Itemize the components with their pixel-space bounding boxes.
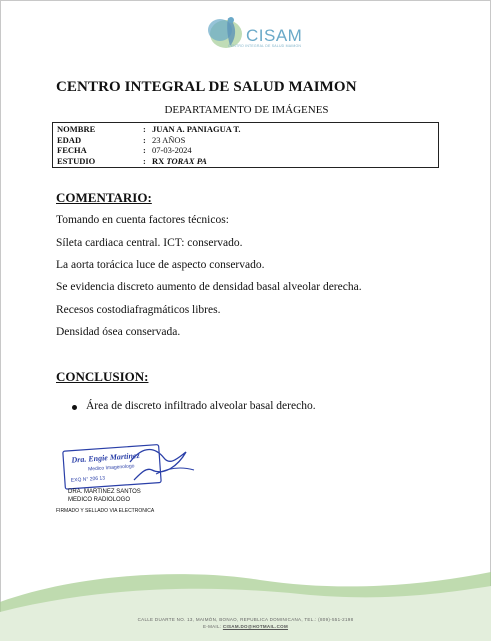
- comment-line: Tomando en cuenta factores técnicos:: [56, 214, 229, 226]
- comment-line: La aorta torácica luce de aspecto conservado.: [56, 259, 265, 271]
- stamp-name: Dra. Engie Martinez: [71, 450, 140, 465]
- patient-info-box: [52, 122, 439, 168]
- comment-line: Densidad ósea conservada.: [56, 326, 181, 338]
- info-value: JUAN A. PANIAGUA T.: [152, 124, 241, 134]
- footer-email-line: [0, 624, 491, 629]
- doctor-name: DRA. MARTINEZ SANTOS: [68, 489, 141, 495]
- footer-email-label: E-MAIL:: [202, 624, 222, 629]
- conclusion-heading: CONCLUSION:: [56, 369, 149, 384]
- info-key: ESTUDIO: [57, 155, 96, 166]
- info-row-edad: [57, 135, 434, 146]
- info-row-nombre: [57, 124, 434, 135]
- signature-note: FIRMADO Y SELLADO VIA ELECTRONICA: [56, 508, 155, 514]
- info-value: RX TORAX PA: [152, 155, 207, 166]
- info-separator: :: [143, 134, 146, 145]
- comment-line: Síleta cardiaca central. ICT: conservado.: [56, 237, 243, 249]
- comment-line: Se evidencia discreto aumento de densidad basal alveolar derecha.: [56, 281, 362, 293]
- bullet-icon: [72, 405, 77, 410]
- info-key: FECHA: [57, 145, 87, 155]
- stamp-role: Medico Imagenologo: [87, 463, 135, 473]
- info-row-fecha: [57, 145, 434, 156]
- info-separator: :: [143, 155, 146, 166]
- signature-stamp-icon: [60, 440, 200, 490]
- footer-address: CALLE DUARTE NO. 13, MAIMÓN, BONAO, REPUBLICA DOMINICANA, TEL.: (809)-551-2198: [137, 617, 354, 622]
- stamp-exq: EXQ N° 206 13: [70, 475, 106, 484]
- department-title: DEPARTAMENTO DE IMÁGENES: [164, 104, 329, 116]
- info-key: NOMBRE: [57, 124, 96, 134]
- info-row-estudio: [57, 156, 434, 167]
- comment-heading: COMENTARIO:: [56, 190, 152, 205]
- conclusion-item: Área de discreto infiltrado alveolar basal derecho.: [86, 400, 316, 412]
- footer-wave-decoration: [0, 572, 491, 641]
- info-separator: :: [143, 124, 146, 134]
- doctor-role: MEDICO RADIOLOGO: [68, 497, 131, 503]
- footer-email-link[interactable]: CISAM.DO@HOTMAIL.COM: [222, 624, 289, 629]
- info-key: EDAD: [57, 134, 82, 145]
- info-value: 07-03-2024: [152, 145, 192, 155]
- info-value: 23 AÑOS: [152, 134, 186, 145]
- page-title: CENTRO INTEGRAL DE SALUD MAIMON: [56, 79, 357, 95]
- logo-subtitle: CENTRO INTEGRAL DE SALUD MAIMON: [228, 44, 302, 48]
- comment-line: Recesos costodiafragmáticos libres.: [56, 304, 221, 316]
- info-separator: :: [143, 145, 146, 155]
- logo-wordmark: CISAM: [246, 26, 303, 45]
